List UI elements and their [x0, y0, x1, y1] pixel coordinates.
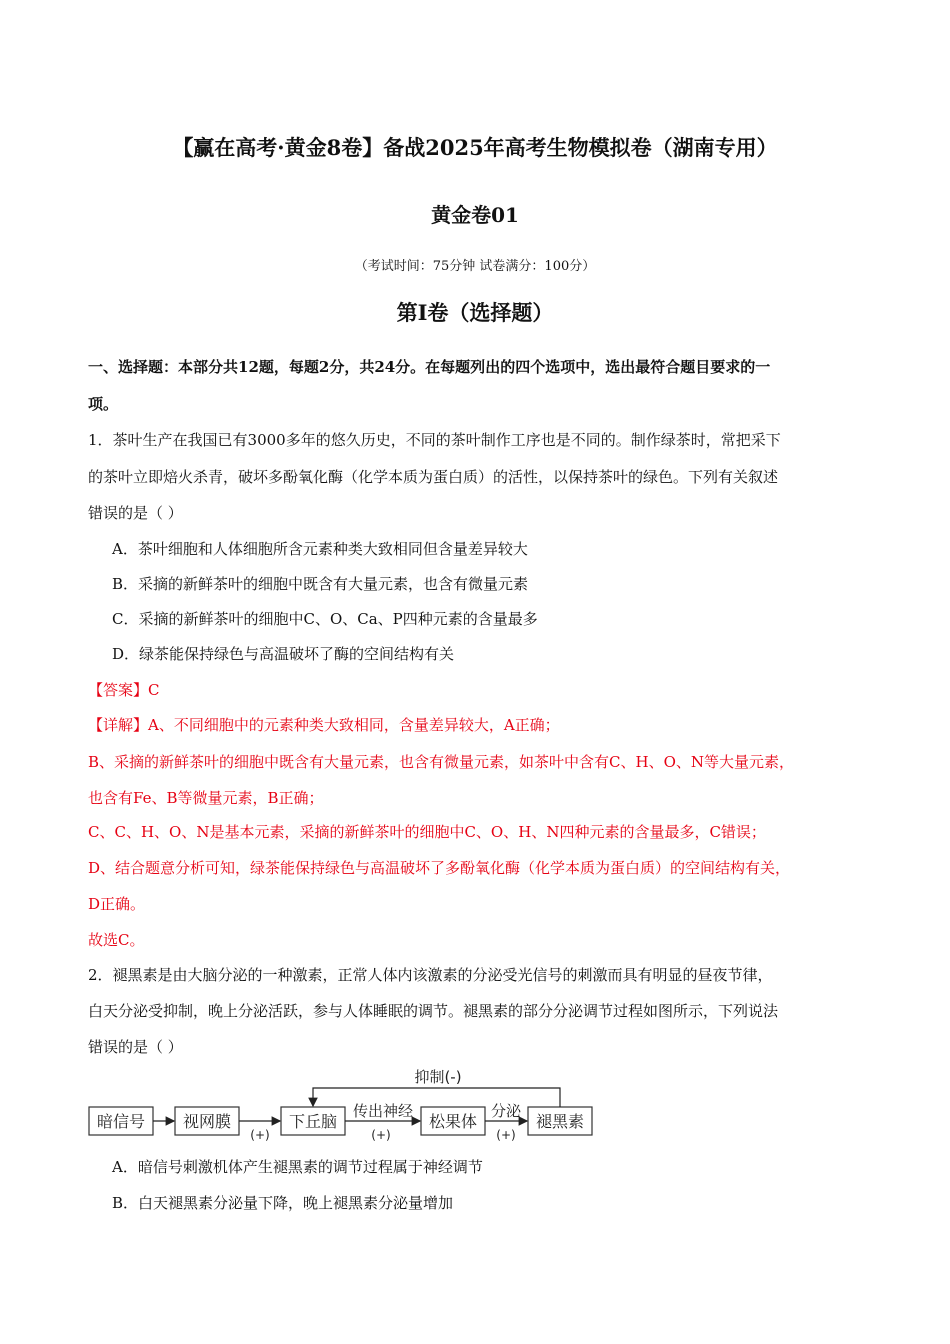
instructions-line-1: 一、选择题：本部分共12题，每题2分，共24分。在每题列出的四个选项中，选出最符合题目要求的一 [88, 358, 771, 376]
q1-detail-first [88, 714, 560, 736]
q1-detail-line-3: C、C、H、O、N是基本元素，采摘的新鲜茶叶的细胞中C、O、H、N四种元素的含量最多，C错误； [88, 823, 766, 841]
q2-stem-line-1: 2．褪黑素是由大脑分泌的一种激素，正常人体内该激素的分泌受光信号的刺激而具有明显的昼夜节律， [88, 966, 773, 984]
q1-detail-line-6: 故选C。 [88, 931, 145, 949]
q1-option-d: D．绿茶能保持绿色与高温破坏了酶的空间结构有关 [112, 645, 455, 663]
q1-stem-line-1: 1．茶叶生产在我国已有3000多年的悠久历史，不同的茶叶制作工序也是不同的。制作绿茶时，常把采下 [88, 431, 781, 449]
q1-detail-line-2: 也含有Fe、B等微量元素，B正确； [88, 789, 324, 807]
label-efferent-nerve: 传出神经 [352, 1102, 414, 1120]
answer-label: 【答案】 [88, 681, 149, 699]
label-secretion: 分泌 [490, 1102, 522, 1120]
melatonin-regulation-diagram [88, 1064, 608, 1152]
q1-detail-line-4: D、结合题意分析可知，绿茶能保持绿色与高温破坏了多酚氧化酶（化学本质为蛋白质）的空间结构有关， [88, 859, 791, 877]
q2-stem-line-3: 错误的是（ ） [88, 1038, 183, 1056]
answer-value: C [148, 681, 160, 699]
box-dark-signal-label: 暗信号 [96, 1112, 146, 1131]
q1-answer [88, 679, 160, 701]
q1-option-c: C．采摘的新鲜茶叶的细胞中C、O、Ca、P四种元素的含量最多 [112, 610, 538, 628]
exam-note: （考试时间：75分钟 试卷满分：100分） [354, 259, 596, 274]
box-retina-label: 视网膜 [182, 1112, 232, 1131]
section-title: 第I卷（选择题） [396, 300, 554, 325]
q1-detail-line-5: D正确。 [88, 895, 146, 913]
instructions-line-2: 项。 [88, 395, 119, 413]
plus-label-2: (+) [371, 1128, 391, 1142]
q2-option-b: B．白天褪黑素分泌量下降，晚上褪黑素分泌量增加 [112, 1194, 454, 1212]
box-melatonin-label: 褪黑素 [535, 1112, 585, 1131]
plus-label-1: (+) [250, 1128, 270, 1142]
q2-stem-line-2: 白天分泌受抑制，晚上分泌活跃，参与人体睡眠的调节。褪黑素的部分分泌调节过程如图所示，下列说法 [88, 1002, 779, 1020]
document-title: 【赢在高考·黄金8卷】备战2025年高考生物模拟卷（湖南专用） [172, 135, 778, 160]
q2-option-a: A．暗信号刺激机体产生褪黑素的调节过程属于神经调节 [112, 1158, 483, 1176]
detail-text: A、不同细胞中的元素种类大致相同，含量差异较大，A正确； [148, 716, 560, 734]
feedback-label: 抑制(-) [414, 1068, 462, 1086]
q1-option-b: B．采摘的新鲜茶叶的细胞中既含有大量元素，也含有微量元素 [112, 575, 529, 593]
feedback-line [313, 1088, 560, 1107]
detail-label: 【详解】 [88, 716, 149, 734]
box-hypothalamus-label: 下丘脑 [288, 1112, 338, 1131]
q1-stem-line-2: 的茶叶立即焙火杀青，破坏多酚氧化酶（化学本质为蛋白质）的活性，以保持茶叶的绿色。下列有关叙述 [88, 468, 779, 486]
paper-subtitle: 黄金卷01 [431, 203, 519, 227]
q1-stem-line-3: 错误的是（ ） [88, 504, 183, 522]
q1-option-a: A．茶叶细胞和人体细胞所含元素种类大致相同但含量差异较大 [112, 540, 528, 558]
box-pineal-label: 松果体 [428, 1112, 478, 1131]
q1-detail-line-1: B、采摘的新鲜茶叶的细胞中既含有大量元素，也含有微量元素，如茶叶中含有C、H、O、N等大量元素， [88, 753, 795, 771]
plus-label-3: (+) [496, 1128, 516, 1142]
